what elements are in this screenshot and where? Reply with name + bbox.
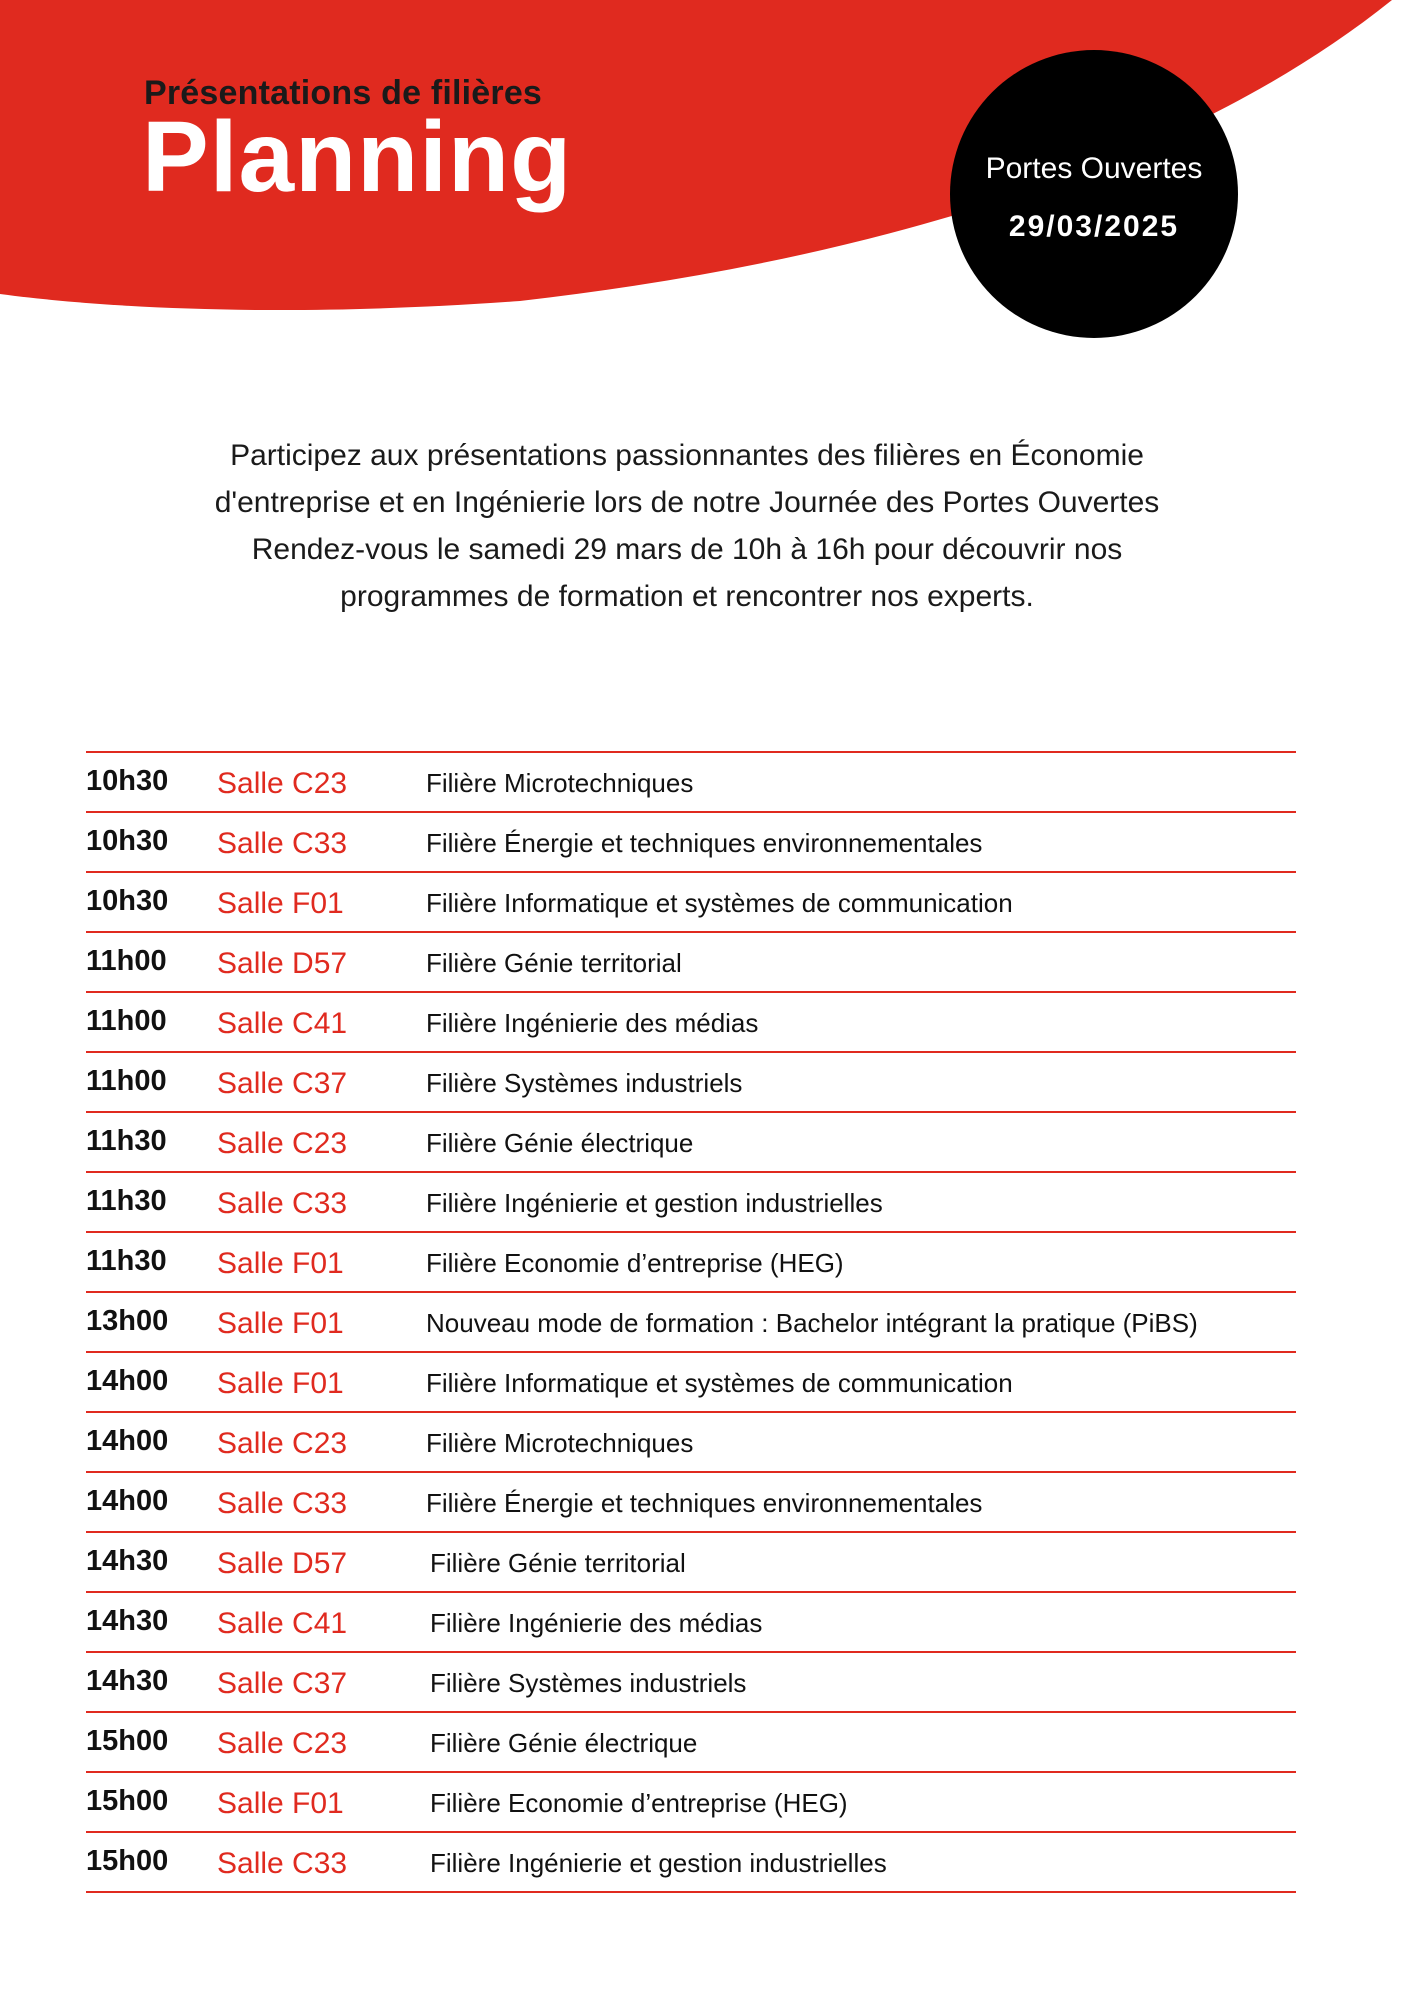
schedule-row [86,1233,1296,1293]
schedule-program: Filière Ingénierie et gestion industrielles [430,1848,887,1878]
schedule-table [86,751,1296,1893]
schedule-time: 15h00 [86,1845,169,1877]
intro-line: Participez aux présentations passionnantes des filières en Économie [230,439,1144,472]
schedule-time: 15h00 [86,1725,169,1757]
intro-line: d'entreprise et en Ingénierie lors de notre Journée des Portes Ouvertes [214,486,1160,519]
schedule-room: Salle D57 [217,947,348,980]
schedule-room: Salle C23 [217,1127,348,1160]
schedule-room: Salle F01 [217,1247,344,1280]
schedule-program: Filière Ingénierie et gestion industrielles [426,1188,883,1218]
intro-line: Rendez-vous le samedi 29 mars de 10h à 16h pour découvrir nos [251,533,1123,566]
schedule-program: Filière Génie territorial [426,948,682,978]
schedule-row [86,1173,1296,1233]
schedule-program: Filière Microtechniques [426,768,694,798]
schedule-row [86,933,1296,993]
schedule-room: Salle C33 [217,827,348,860]
schedule-program: Filière Génie électrique [426,1128,694,1158]
schedule-program: Filière Microtechniques [426,1428,694,1458]
schedule-row [86,1533,1296,1593]
schedule-row [86,1593,1296,1653]
schedule-room: Salle F01 [217,1367,344,1400]
schedule-time: 11h00 [86,945,167,977]
schedule-row [86,1653,1296,1713]
schedule-row [86,1053,1296,1113]
schedule-time: 11h00 [86,1065,167,1097]
schedule-row [86,873,1296,933]
schedule-program: Filière Génie territorial [430,1548,686,1578]
schedule-time: 14h00 [86,1365,169,1397]
schedule-room: Salle F01 [217,1787,344,1820]
schedule-time: 10h30 [86,825,169,857]
schedule-program: Filière Génie électrique [430,1728,698,1758]
schedule-room: Salle D57 [217,1547,348,1580]
schedule-program: Nouveau mode de formation : Bachelor intégrant la pratique (PiBS) [426,1308,1198,1338]
schedule-time: 15h00 [86,1785,169,1817]
schedule-row [86,1773,1296,1833]
schedule-room: Salle C23 [217,1727,348,1760]
schedule-program: Filière Énergie et techniques environnementales [426,828,983,858]
schedule-room: Salle C37 [217,1067,348,1100]
schedule-room: Salle C33 [217,1487,348,1520]
page-title: Planning [142,101,573,213]
schedule-row [86,1113,1296,1173]
schedule-row [86,813,1296,873]
schedule-program: Filière Economie d’entreprise (HEG) [430,1788,848,1818]
schedule-time: 11h30 [86,1245,167,1277]
schedule-program: Filière Ingénierie des médias [426,1008,759,1038]
schedule-time: 14h00 [86,1425,169,1457]
schedule-room: Salle C23 [217,767,348,800]
schedule-time: 10h30 [86,765,169,797]
schedule-program: Filière Economie d’entreprise (HEG) [426,1248,844,1278]
schedule-room: Salle C23 [217,1427,348,1460]
schedule-row [86,1293,1296,1353]
date-badge [950,50,1238,338]
schedule-row [86,1713,1296,1773]
schedule-row [86,993,1296,1053]
date-badge-date: 29/03/2025 [1008,210,1180,243]
schedule-row [86,1833,1296,1893]
schedule-row [86,1413,1296,1473]
schedule-program: Filière Systèmes industriels [426,1068,743,1098]
schedule-time: 14h30 [86,1545,169,1577]
schedule-row [86,1473,1296,1533]
schedule-row [86,1353,1296,1413]
schedule-room: Salle C33 [217,1187,348,1220]
schedule-room: Salle C41 [217,1607,348,1640]
schedule-time: 10h30 [86,885,169,917]
schedule-time: 14h00 [86,1485,169,1517]
schedule-program: Filière Informatique et systèmes de communication [426,1368,1013,1398]
schedule-program: Filière Ingénierie des médias [430,1608,763,1638]
schedule-time: 14h30 [86,1665,169,1697]
page-subtitle: Présentations de filières [144,74,543,112]
schedule-program: Filière Énergie et techniques environnementales [426,1488,983,1518]
date-badge-label: Portes Ouvertes [985,152,1203,185]
schedule-room: Salle C41 [217,1007,348,1040]
intro-paragraph [120,432,1254,620]
schedule-time: 14h30 [86,1605,169,1637]
schedule-room: Salle C37 [217,1667,348,1700]
schedule-room: Salle C33 [217,1847,348,1880]
schedule-time: 11h30 [86,1185,167,1217]
schedule-room: Salle F01 [217,887,344,920]
schedule-program: Filière Systèmes industriels [430,1668,747,1698]
schedule-room: Salle F01 [217,1307,344,1340]
schedule-row [86,753,1296,813]
schedule-time: 11h00 [86,1005,167,1037]
schedule-time: 13h00 [86,1305,169,1337]
intro-line: programmes de formation et rencontrer nos experts. [340,580,1034,613]
schedule-time: 11h30 [86,1125,167,1157]
schedule-program: Filière Informatique et systèmes de communication [426,888,1013,918]
